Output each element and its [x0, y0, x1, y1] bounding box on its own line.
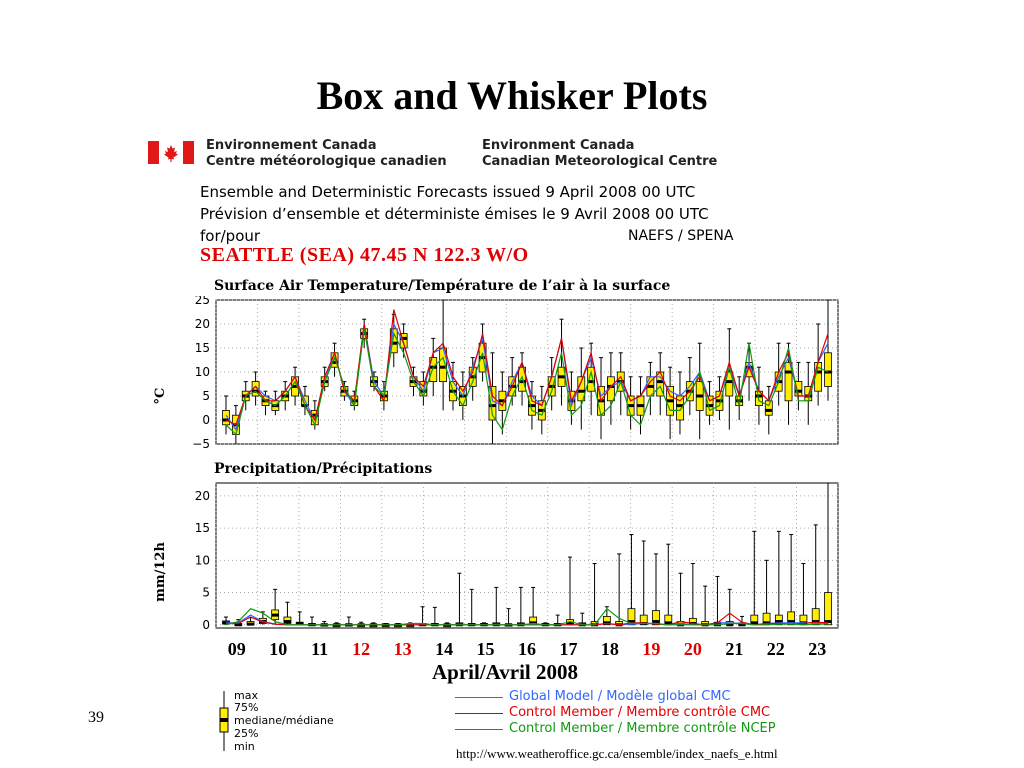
- precip-y-tick-label: 15: [194, 521, 210, 536]
- x-tick-label: 20: [683, 639, 702, 659]
- slide-title: Box and Whisker Plots: [316, 73, 708, 118]
- line-legend: [455, 689, 776, 737]
- temp-box-median: [716, 399, 723, 402]
- temp-box-median: [667, 399, 674, 402]
- temp-box-median: [706, 404, 713, 407]
- temp-box-median: [726, 380, 733, 383]
- legend-min-label: min: [234, 740, 255, 753]
- temp-box-median: [489, 404, 496, 407]
- legend-row-ncep-control: [455, 721, 776, 737]
- x-tick-label: 13: [393, 639, 412, 659]
- precip-y-tick-label: 10: [194, 553, 210, 568]
- precip-y-tick-label: 5: [202, 585, 210, 600]
- for-pour-label: for/pour: [200, 227, 261, 245]
- temp-y-tick-label: 25: [194, 296, 210, 307]
- precip-box-median: [247, 623, 254, 626]
- legend-median-label: mediane/médiane: [234, 714, 334, 727]
- header-agency-fr: [206, 138, 447, 170]
- legend-swatch-cmc-control: [455, 713, 503, 714]
- temp-y-tick-label: −5: [192, 437, 210, 448]
- temp-box-iqr: [765, 401, 772, 415]
- temp-box-median: [785, 371, 792, 374]
- temp-box-median: [696, 395, 703, 398]
- issued-fr: Prévision d’ensemble et déterministe émises le 9 Avril 2008 00 UTC: [200, 205, 709, 223]
- legend-median: [220, 718, 228, 722]
- temp-box-median: [736, 399, 743, 402]
- temp-box-iqr: [825, 353, 832, 387]
- temperature-chart: [150, 296, 850, 448]
- legend-row-cmc-global: [455, 689, 776, 705]
- temp-box-iqr: [223, 410, 230, 424]
- x-tick-label: 12: [352, 639, 371, 659]
- x-tick-label: 18: [600, 639, 619, 659]
- page-number: 39: [88, 709, 104, 726]
- x-tick-label: 11: [311, 639, 329, 659]
- x-tick-label: 16: [518, 639, 536, 659]
- temperature-panel-title: Surface Air Temperature/Température de l’air à la surface: [214, 278, 671, 294]
- legend-label-cmc-control: Control Member / Membre contrôle CMC: [509, 705, 771, 720]
- precip-y-tick-label: 0: [202, 617, 210, 632]
- precip-box-median: [284, 620, 291, 623]
- precipitation-panel-title: Precipitation/Précipitations: [214, 461, 433, 477]
- temp-y-tick-label: 15: [194, 341, 210, 355]
- x-tick-label: 14: [435, 639, 454, 659]
- legend-q3-label: 75%: [234, 701, 259, 714]
- legend-label-cmc-global: Global Model / Modèle global CMC: [509, 689, 731, 704]
- header-fr-line2: Centre météorologique canadien: [206, 154, 447, 169]
- x-tick-label: 17: [559, 639, 578, 659]
- temp-box-median: [637, 404, 644, 407]
- legend-label-ncep-control: Control Member / Membre contrôle NCEP: [509, 721, 776, 736]
- x-tick-label: 09: [227, 639, 246, 659]
- header-en-line1: Environment Canada: [482, 138, 635, 153]
- legend-q1-label: 25%: [234, 727, 259, 740]
- temp-box-median: [558, 375, 565, 378]
- temp-y-tick-label: 5: [202, 389, 210, 403]
- legend-swatch-ncep-control: [455, 729, 503, 730]
- precip-box-median: [653, 620, 660, 623]
- station-title: SEATTLE (SEA) 47.45 N 122.3 W/O: [200, 244, 529, 266]
- precipitation-chart: [150, 480, 850, 662]
- system-label: NAEFS / SPENA: [628, 228, 734, 244]
- temp-y-axis-label: °C: [153, 387, 168, 405]
- temp-box-median: [578, 390, 585, 393]
- x-tick-label: 23: [808, 639, 827, 659]
- precip-box-median: [272, 614, 279, 617]
- x-tick-label: 10: [269, 639, 288, 659]
- header-en-line2: Canadian Meteorological Centre: [482, 154, 718, 169]
- temp-y-tick-label: 20: [194, 317, 210, 331]
- temp-y-tick-label: 10: [194, 365, 210, 379]
- x-tick-label: 22: [766, 639, 785, 659]
- canada-flag-icon: [148, 141, 194, 164]
- header-agency-en: [482, 138, 717, 170]
- precip-box-iqr: [825, 593, 832, 625]
- precip-y-axis-label: mm/12h: [153, 542, 168, 602]
- x-tick-label: 15: [476, 639, 495, 659]
- source-url: http://www.weatheroffice.gc.ca/ensemble/index_naefs_e.html: [456, 746, 778, 761]
- issued-en: Ensemble and Deterministic Forecasts issued 9 April 2008 00 UTC: [200, 183, 696, 201]
- x-tick-label: 21: [725, 639, 744, 659]
- temp-box-median: [528, 404, 535, 407]
- precip-y-tick-label: 20: [194, 488, 210, 503]
- precip-plot-frame: [216, 483, 838, 628]
- header-fr-line1: Environnement Canada: [206, 138, 377, 153]
- x-tick-label: 19: [642, 639, 661, 659]
- temp-box-median: [755, 395, 762, 398]
- legend-row-cmc-control: [455, 705, 776, 721]
- box-legend: [218, 688, 378, 758]
- x-axis-title: April/Avril 2008: [432, 660, 579, 684]
- temp-y-tick-label: 0: [202, 413, 210, 427]
- temp-box-median: [765, 409, 772, 412]
- legend-swatch-cmc-global: [455, 697, 503, 698]
- legend-max-label: max: [234, 689, 258, 702]
